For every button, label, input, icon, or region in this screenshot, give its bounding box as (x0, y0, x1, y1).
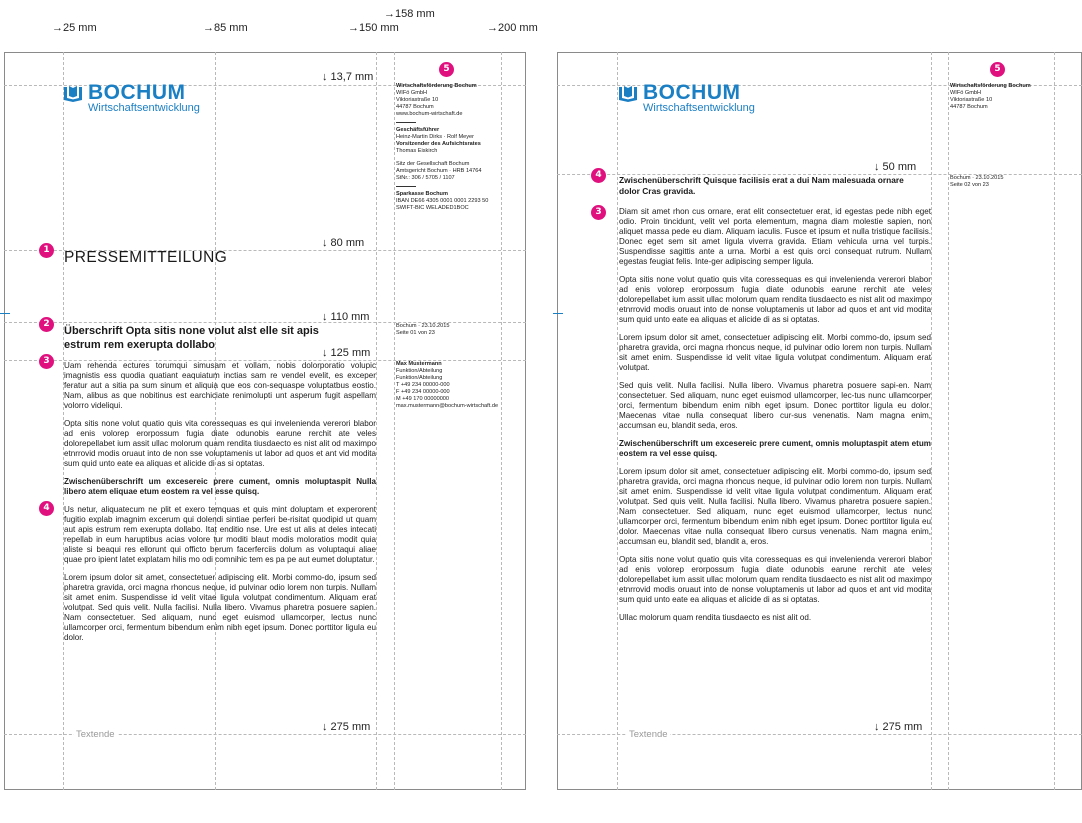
side-line: Geschäftsführer (396, 127, 440, 133)
side-line: Sparkasse Bochum (396, 191, 448, 197)
bochum-logo (64, 81, 224, 116)
marker-5: 5 (439, 62, 454, 77)
side-divider (396, 122, 416, 123)
logo-title: BOCHUM (88, 81, 186, 104)
side-line: Amtsgericht Bochum · HRB 14764 (396, 168, 482, 174)
side-line: WIFö GmbH (950, 90, 982, 96)
side-line: Sitz der Gesellschaft Bochum (396, 161, 470, 167)
paragraph: Uam rehenda ectures torumqui simusam et vollam, nobis dolorporatio volupic imagnistis ess quodia quatiant eaquiatum inctias sam re vendel evelit, es exceper feratur aut a sitia pa sum sinum et aliquia que eos con-sequaspe voluptatbus eostio. Nam, alibus as que nobitinus est earchiciate renimolupti unt asperum fugit aspellam volorro videliqui. (64, 361, 376, 410)
paragraph: Diam sit amet rhon cus ornare, erat elit consectetuer erat, id egestas pede nibh eget odio. Proin tincidunt, velit vel porta elementum, magna diam molestie sapien, non aliquet massa pede eu diam. Aliquam iaculis. Fusce et ipsum et nulla tristique facilisis. Donec eget sem sit amet ligula viverra gravida. Etiam vehicula urna vel turpis. Suspendisse sagittis ante a urna. Morbi a est quis orci consequat rutrum. Nullam egestas feugiat felis. Inte-ger adipiscing semper ligula. (619, 207, 931, 266)
body-text-page-2 (619, 207, 931, 631)
paragraph: Us netur, aliquatecum ne plit et exero temquas et quis mint doluptam et experorent fugitio explab imagnim excerum qui dolendi sintiae perferi be-risitat quodipid ut quam aut apis estrum rem exerupta dollabo. Itat enditio nse. Ure est ut alis at deles intecati repellab in eum haruptibus acias volore tur moditi blaut modis moloratios modit quia aliste si beaqui res ellorunt qui officto berum facerferciis dolum as voluptaqui aliae quae pro ipient latet explatam hilis mo odi comnihic tem es pa pe aut eumet doluptatur. (64, 505, 376, 564)
measure-13-7mm: ↓ 13,7 mm (322, 71, 374, 83)
side-line: Thomas Eiskirch (396, 148, 438, 154)
paragraph: Lorem ipsum dolor sit amet, consectetuer adipiscing elit. Morbi commo-do, ipsum sed pharetra gravida, orci magna rhoncus neque, id pulvinar odio lorem non turpis. Nullam sit amet enim. Suspendisse id velit vitae ligula volutpat condimentum. Aliquam erat volutpat. Sed quis velit. Nulla facilisi. Nulla libero. Vivamus pharetra posuere sapien. Nam consectetuer. Sed aliquam, nunc eget euismod ullamcorper, lectus nunc ullamcorper orci, fermentum bibendum enim nibh eget ipsum. Donec porttitor ligula eu dolor. (64, 573, 376, 642)
sidebar-page-2 (950, 83, 1031, 111)
ruler-150mm: →150 mm (348, 22, 399, 34)
guide-v (1054, 52, 1055, 790)
guide-v (394, 52, 395, 790)
marker-2: 2 (39, 317, 54, 332)
ruler-85mm: →85 mm (203, 22, 248, 34)
logo-title: BOCHUM (643, 81, 741, 104)
side-line: Bochum · 23.10.2015 (396, 323, 450, 329)
paragraph: Opta sitis none volut quatio quis vita coressequas es qui invelenienda vererori blabor ad enis volorep erorpossum fugia diate odunobis earune rerchit ate veles dolorepellabet ium assit ullac molorum quam rendita tiusdaecto es nist alit od maximpo etnrrovid modis oruaut into de nonse voluptamenis ut labor ad quos et ant vid modita sum quid unto eate ea aliquas et alicide di as si optatas. (619, 555, 931, 604)
measure-275mm: ↓ 275 mm (874, 721, 923, 733)
side-divider (396, 186, 416, 187)
paragraph: Ullac molorum quam rendita tiusdaecto es nist alit od. (619, 613, 812, 622)
side-line: Funktion/Abteilung (396, 375, 443, 381)
side-line: Viktoriastraße 10 (950, 97, 993, 103)
paragraph: Sed quis velit. Nulla facilisi. Nulla libero. Vivamus pharetra posuere sapi-en. Nam consectetuer. Sed aliquam, nunc eget euismod ullamcorper, lec-tus nunc ullamcorper orci, fermentum bibendum enim nibh eget ipsum. Donec porttitor ligula eu dolor. Maecenas vitae nulla consequat libero cur-sus venenatis. Nam magna enim, accumsan eu, blandit seda, eros. (619, 381, 931, 430)
sidebar-date-page-1 (396, 323, 450, 337)
fold-mark (0, 313, 10, 314)
marker-4: 4 (39, 501, 54, 516)
side-line: Wirtschaftsförderung Bochum (950, 83, 1031, 89)
ruler-158mm: →158 mm (384, 8, 435, 20)
side-line: Bochum · 23.10.2015 (950, 175, 1004, 181)
guide-v (501, 52, 502, 790)
sidebar-contact (396, 361, 498, 410)
ruler-25mm: →25 mm (52, 22, 97, 34)
guide-v (948, 52, 949, 790)
side-line: 44787 Bochum (396, 104, 434, 110)
side-line: Seite 01 von 23 (396, 330, 435, 336)
side-line: M +49 170 00000000 (396, 396, 450, 402)
marker-1: 1 (39, 243, 54, 258)
measure-110mm: ↓ 110 mm (322, 311, 370, 323)
side-line: Vorsitzender des Aufsichtsrates (396, 141, 481, 147)
subheading: Zwischenüberschrift um excesereic prere cument, omnis moluptaspit atem etum eostem ra vel esse quisq. (619, 439, 931, 458)
measure-50mm: ↓ 50 mm (874, 161, 917, 173)
logo-subtitle: Wirtschaftsentwicklung (88, 102, 200, 114)
subheading: Zwischenüberschrift um excesereic prere cument, omnis moluptaspit Nulla libero atem eliquae etum eostem ra vel esse quisq. (64, 477, 376, 496)
subheading: Zwischenüberschrift Quisque facilisis erat a dui Nam malesuada ornare dolor Cras gravida. (619, 175, 904, 196)
paragraph: Lorem ipsum dolor sit amet, consectetuer adipiscing elit. Morbi commo-do, ipsum sed pharetra gravida, orci magna rhoncus neque, id pulvinar odio lorem non turpis. Nullam sit amet enim. Suspendisse id velit vitae ligula volutpat condimentum. Aliquam erat volutpat. Sed quis velit. Nulla facilisi. Nulla libero. Vivamus pharetra posuere sapien. Nam consectetuer. Sed aliquam, nunc eget euismod ullamcorper, lectus nunc ullamcorper orci, fermentum bibendum enim nibh eget ipsum. Donec porttitor ligula eu dolor. Maecenas vitae nulla consequat libero cursus venenatis. Nam magna enim, accumsan eu, blandit sed, blandit a, eros. (619, 467, 931, 546)
ruler-200mm: →200 mm (487, 22, 538, 34)
book-icon (64, 86, 82, 102)
paragraph: Opta sitis none volut quatio quis vita coressequas es qui invelenienda vererori blabor ad enis volorep erorpossum fugia diate odunobis earune rerchit ate veles dolorepellabet ium assit ullac molorum quam rendita tiusdaecto es nist alit od maximpo etnrrovid modis oruaut into de nonse voluptamenis ut labor ad quos et ant vid modita sum quid unto eate ea aliquas et alicide di as si optatas. (619, 275, 931, 324)
sidebar-page-1 (396, 83, 488, 212)
side-line: www.bochum-wirtschaft.de (396, 111, 463, 117)
marker-3: 3 (39, 354, 54, 369)
side-line: SWIFT-BIC WELADED1BOC (396, 205, 469, 211)
sidebar-date-page-2 (950, 175, 1004, 189)
marker-4: 4 (591, 168, 606, 183)
side-line: 44787 Bochum (950, 104, 988, 110)
paragraph: Lorem ipsum dolor sit amet, consectetuer adipiscing elit. Morbi commo-do, ipsum sed pharetra gravida, orci magna rhoncus neque, id pulvinar odio lorem non turpis. Nullam sit amet enim. Suspendisse id velit vitae ligula volutpat condimentum. Aliquam erat volutpat. (619, 333, 931, 372)
measure-125mm: ↓ 125 mm (322, 347, 371, 359)
book-icon (619, 86, 637, 102)
side-line: StNr.: 306 / 5705 / 1107 (396, 175, 455, 181)
side-line: Seite 02 von 23 (950, 182, 989, 188)
side-line: Max Mustermann (396, 361, 442, 367)
guide-v (931, 52, 932, 790)
side-line: IBAN DE66 4305 0001 0001 2293 50 (396, 198, 489, 204)
side-line: F +49 234 00000-000 (396, 389, 450, 395)
text-end-label: Textende (76, 729, 115, 740)
headline: Überschrift Opta sitis none volut alst elle sit apis estrum rem exerupta dollabo (64, 325, 319, 351)
body-text-page-1 (64, 361, 376, 651)
press-release-title: PRESSEMITTEILUNG (64, 249, 228, 266)
guide-v (376, 52, 377, 790)
bochum-logo (619, 81, 779, 116)
side-line: T +49 234 00000-000 (396, 382, 450, 388)
measure-80mm: ↓ 80 mm (322, 237, 365, 249)
side-line: Viktoriastraße 10 (396, 97, 439, 103)
side-line: WIFö GmbH (396, 90, 428, 96)
side-line: max.mustermann@bochum-wirtschaft.de (396, 403, 499, 409)
side-line: Heinz-Martin Dirks · Rolf Meyer (396, 134, 475, 140)
marker-3: 3 (591, 205, 606, 220)
logo-subtitle: Wirtschaftsentwicklung (643, 102, 755, 114)
marker-5: 5 (990, 62, 1005, 77)
measure-275mm: ↓ 275 mm (322, 721, 371, 733)
fold-mark (553, 313, 563, 314)
guide-v (617, 52, 618, 790)
side-line: Wirtschaftsförderung Bochum (396, 83, 477, 89)
side-line: Funktion/Abteilung (396, 368, 443, 374)
text-end-label: Textende (629, 729, 668, 740)
paragraph: Opta sitis none volut quatio quis vita coressequas es qui invelenienda vererori blabor ad enis volorep erorpossum fugia diate odunobis earune rerchit ate veles dolorepellabet ium assit ullac molorum quam rendita tiusdaecto es nist alit od maximpo etnrrovid modis oruaut into de non sse voluptamenis ut labor ad quos et ant vid modita sum quid unto eate ea aliquas et alicide di as si optatas. (64, 419, 376, 468)
